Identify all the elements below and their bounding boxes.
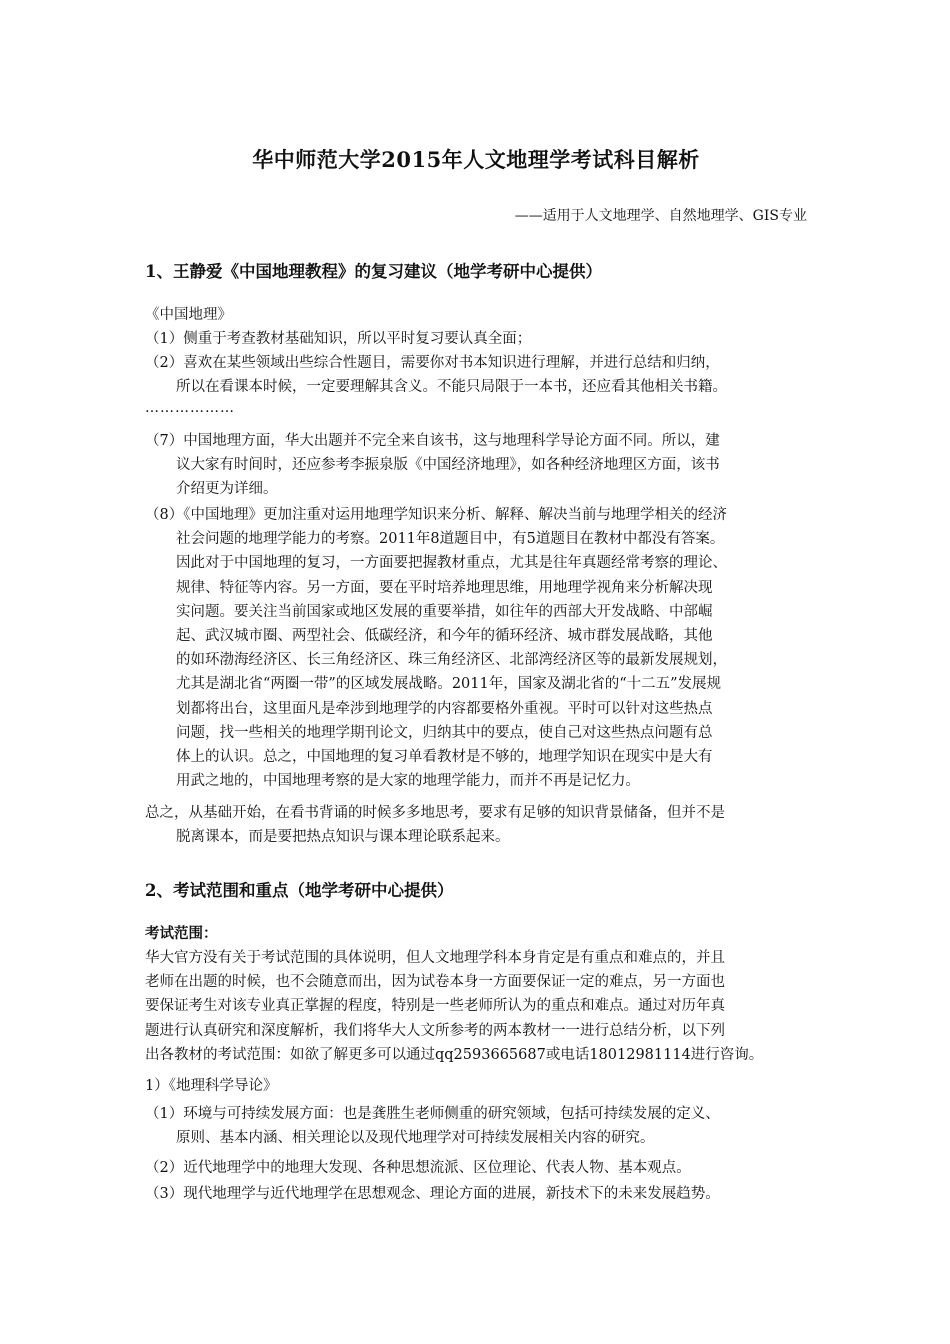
list-item-7-line-2: 议大家有时间时，还应参考李振泉版《中国经济地理》，如各种经济地理区方面，该书 xyxy=(176,457,720,474)
book1-item-1-line-2: 原则、基本内涵、相关理论以及现代地理学对可持续发展相关内容的研究。 xyxy=(176,1130,655,1147)
list-item-8-line: 的如环渤海经济区、长三角经济区、珠三角经济区、北部湾经济区等的最新发展规划， xyxy=(176,652,727,669)
book1-list-item-2: （2）近代地理学中的地理大发现、各种思想流派、区位理论、代表人物、基本观点。 xyxy=(145,1160,691,1176)
list-item-2-line-1: （2）喜欢在某些领域出些综合性题目，需要你对书本知识进行理解，并进行总结和归纳， xyxy=(145,355,720,371)
section-2-heading: 2、考试范围和重点（地学考研中心提供） xyxy=(145,881,454,900)
ellipsis-dots: ……………… xyxy=(145,400,235,416)
list-item-8-line: 用武之地的，中国地理考察的是大家的地理学能力，而并不再是记忆力。 xyxy=(176,773,640,790)
list-item-7-line-3: 介绍更为详细。 xyxy=(176,481,278,498)
list-item-8-line: 实问题。要关注当前国家或地区发展的重要举措，如往年的西部大开发战略、中部崛 xyxy=(176,603,713,620)
summary-line-1: 总之，从基础开始，在看书背诵的时候多多地思考，要求有足够的知识背景储备，但并不是 xyxy=(145,805,725,821)
book1-list-item-1 xyxy=(145,1102,807,1150)
summary-line-2: 脱离课本，而是要把热点知识与课本理论联系起来。 xyxy=(176,829,510,846)
list-item-8-line: 社会问题的地理学能力的考察。2011年8道题目中，有5道题目在教材中都没有答案。 xyxy=(176,531,725,548)
scope-line: 老师在出题的时候，也不会随意而出，因为试卷本身一方面要保证一定的难点，另一方面也 xyxy=(145,974,725,991)
scope-line: 题进行认真研究和深度解析，我们将华大人文所参考的两本教材一一进行总结分析，以下列 xyxy=(145,1022,725,1039)
book-title-china-geography: 《中国地理》 xyxy=(145,307,232,323)
list-item-2-line-2: 所以在看课本时候，一定要理解其含义。不能只局限于一本书，还应看其他相关书籍。 xyxy=(176,379,727,396)
list-item-8-line: （8）《中国地理》更加注重对运用地理学知识来分析、解释、解决当前与地理学相关的经济 xyxy=(145,507,727,523)
list-item-7-line-1: （7）中国地理方面，华大出题并不完全来自该书，这与地理科学导论方面不同。所以，建 xyxy=(145,433,720,449)
list-item-8 xyxy=(145,503,807,793)
summary-paragraph xyxy=(145,801,807,849)
book-title-geo-science-intro: 1）《地理科学导论》 xyxy=(145,1078,278,1094)
scope-line: 要保证考生对该专业真正掌握的程度，特别是一些老师所认为的重点和难点。通过对历年真 xyxy=(145,998,725,1015)
list-item-8-line: 规律、特征等内容。另一方面，要在平时培养地理思维，用地理学视角来分析解决现 xyxy=(176,579,713,596)
list-item-1: （1）侧重于考查教材基础知识，所以平时复习要认真全面； xyxy=(145,331,532,347)
list-item-8-line: 问题，找一些相关的地理学期刊论文，归纳其中的要点，使自己对这些热点问题有总 xyxy=(176,724,713,741)
list-item-8-line: 因此对于中国地理的复习，一方面要把握教材重点，尤其是往年真题经常考察的理论、 xyxy=(176,555,727,572)
exam-scope-paragraph xyxy=(145,946,807,1067)
document-subtitle: ——适用于人文地理学、自然地理学、GIS专业 xyxy=(514,208,807,224)
list-item-8-line: 体上的认识。总之，中国地理的复习单看教材是不够的，地理学知识在现实中是大有 xyxy=(176,749,713,766)
section-1-heading: 1、王静爱《中国地理教程》的复习建议（地学考研中心提供） xyxy=(145,262,602,281)
document-title: 华中师范大学2015年人文地理学考试科目解析 xyxy=(252,147,700,172)
exam-scope-label: 考试范围： xyxy=(145,925,218,942)
list-item-8-line: 划都将出台，这里面凡是牵涉到地理学的内容都要格外重视。平时可以针对这些热点 xyxy=(176,700,713,717)
list-item-8-line: 起、武汉城市圈、两型社会、低碳经济，和今年的循环经济、城市群发展战略，其他 xyxy=(176,628,713,645)
scope-line: 出各教材的考试范围：如欲了解更多可以通过qq2593665687或电话18012981114进行咨询。 xyxy=(145,1046,764,1063)
scope-line: 华大官方没有关于考试范围的具体说明，但人文地理学科本身肯定是有重点和难点的，并且 xyxy=(145,950,725,966)
list-item-8-line: 尤其是湖北省“两圈一带”的区域发展战略。2011年，国家及湖北省的“十二五”发展规 xyxy=(176,676,722,693)
list-item-7 xyxy=(145,429,807,502)
book1-item-1-line-1: （1）环境与可持续发展方面：也是龚胜生老师侧重的研究领域，包括可持续发展的定义、 xyxy=(145,1106,720,1122)
list-item-2 xyxy=(145,351,807,399)
book1-list-item-3: （3）现代地理学与近代地理学在思想观念、理论方面的进展，新技术下的未来发展趋势。 xyxy=(145,1186,720,1202)
